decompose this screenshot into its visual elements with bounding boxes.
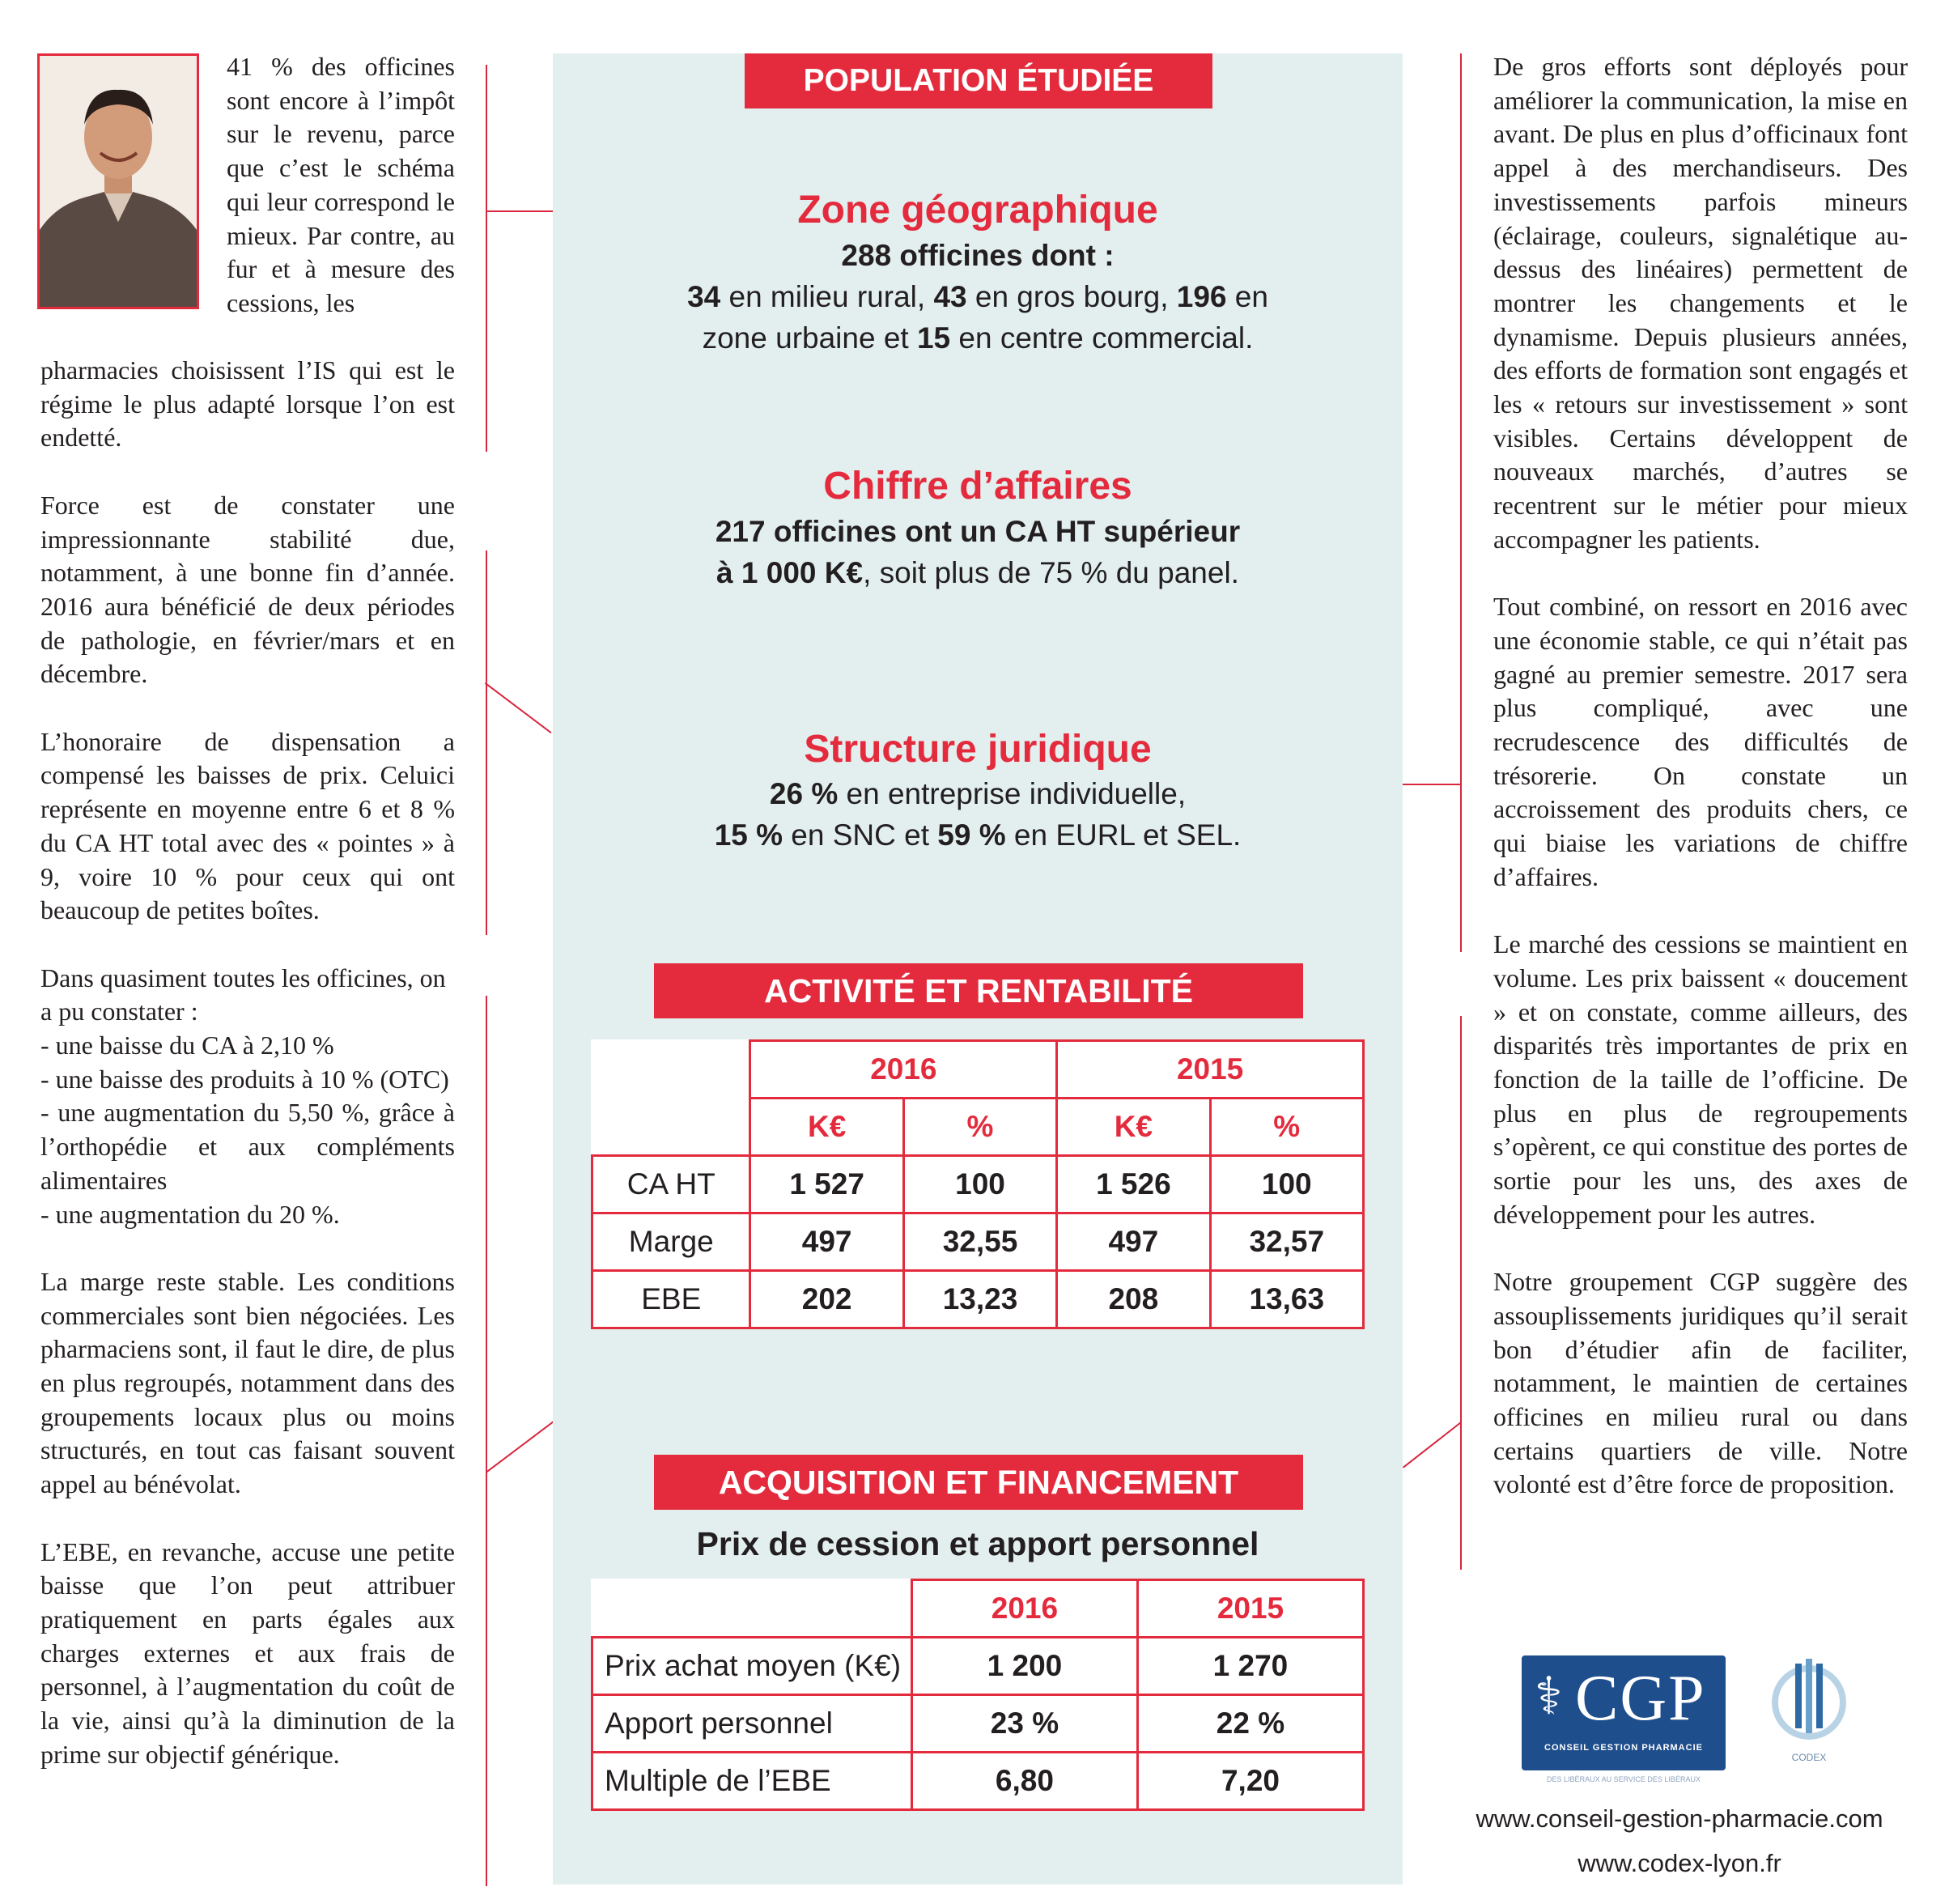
cgp-logo-tagline: DES LIBÉRAUX AU SERVICE DES LIBÉRAUX <box>1547 1775 1701 1783</box>
unit-header: K€ <box>1057 1099 1210 1156</box>
table-cell: 7,20 <box>1137 1753 1363 1810</box>
year-header: 2015 <box>1057 1041 1364 1099</box>
ca-bold: à 1 000 K€ <box>716 556 864 589</box>
s-t2: en SNC et <box>783 818 938 852</box>
left-divider-2 <box>486 550 487 935</box>
structure-title: Structure juridique <box>804 728 1152 771</box>
row-label: Multiple de l’EBE <box>592 1753 912 1810</box>
table-cell: 100 <box>903 1156 1056 1213</box>
url-codex[interactable]: www.codex-lyon.fr <box>1577 1849 1781 1877</box>
cgp-logo-subtitle: CONSEIL GESTION PHARMACIE <box>1544 1743 1703 1753</box>
zone-t2: en gros bourg, <box>966 280 1177 313</box>
right-paragraph-2: Tout combiné, on ressort en 2016 avec une économie stable, ce qui n’était pas gagné au premier semestre. 2017 sera plus compliqué, avec une recrudescence des difficultés de trésorerie. On constate un accroissement des produits chers, ce qui biaise les variations de chiffre d’affaires. <box>1493 592 1908 891</box>
codex-logo-text: CODEX <box>1791 1752 1827 1763</box>
row-label: Prix achat moyen (K€) <box>592 1638 912 1695</box>
zone-t4: zone urbaine et <box>702 321 917 355</box>
unit-header: K€ <box>750 1099 903 1156</box>
zone-subtitle: 288 officines dont : <box>841 239 1115 272</box>
unit-header: % <box>903 1099 1056 1156</box>
zone-n1: 34 <box>687 280 721 313</box>
table-cell: 1 270 <box>1137 1638 1363 1695</box>
left-connector-1 <box>486 210 553 212</box>
codex-emblem-icon <box>1764 1655 1853 1753</box>
financing-table <box>591 1579 1365 1811</box>
left-intro-cont: pharmacies choisissent l’IS qui est le régime le plus adapté lorsque l’on est endetté. <box>40 355 455 453</box>
table-row <box>592 1041 1364 1099</box>
left-divider-1 <box>486 65 487 452</box>
s-n1: 26 % <box>769 777 839 810</box>
activity-table <box>591 1039 1365 1329</box>
ca-line-1: 217 officines ont un CA HT supérieur <box>715 515 1241 548</box>
table-cell: 202 <box>750 1271 903 1328</box>
table-cell: 497 <box>1057 1213 1210 1271</box>
year-header: 2016 <box>911 1580 1137 1638</box>
unit-header: % <box>1210 1099 1364 1156</box>
right-column <box>1493 50 1908 1502</box>
year-header: 2016 <box>750 1041 1057 1099</box>
structure-line-2 <box>553 814 1403 856</box>
right-paragraph-4: Notre groupement CGP suggère des assouplissements juridiques qu’il serait bon d’étudier afin de faciliter, notamment, le maintien de certaines officines en milieu rural ou dans certains quartiers de ville. Notre volonté est d’être force de proposition. <box>1493 1267 1908 1499</box>
row-label: Marge <box>592 1213 750 1271</box>
banner-population: POPULATION ÉTUDIÉE <box>745 53 1212 108</box>
caduceus-icon: ⚕ <box>1535 1667 1563 1725</box>
cgp-logo-text: CGP <box>1575 1663 1706 1734</box>
right-divider-1 <box>1460 53 1462 952</box>
table-cell: 23 % <box>911 1695 1137 1753</box>
table-row <box>592 1695 1364 1753</box>
s-n3: 59 % <box>937 818 1006 852</box>
table-cell: 6,80 <box>911 1753 1137 1810</box>
s-n2: 15 % <box>714 818 783 852</box>
zone-t5: en centre commercial. <box>950 321 1254 355</box>
cgp-logo <box>1522 1655 1726 1783</box>
table-row <box>592 1638 1364 1695</box>
table-row <box>592 1156 1364 1213</box>
right-paragraph-1: De gros efforts sont déployés pour améliorer la communication, la mise en avant. De plus en plus d’officinaux font appel à des merchandiseurs. Des investissements parfois mineurs (éclairage, couleurs, signalétique au-dessus des linéaires) permettent de montrer les changements et le dynamisme. Depuis plusieurs années, des efforts de formation sont engagés et les « retours sur investissement » sont visibles. Certains développent de nouveaux marchés, d’autres se recentrent sur le métier pour mieux accompagner les patients. <box>1493 52 1908 554</box>
table-cell: 13,23 <box>903 1271 1056 1328</box>
zone-title: Zone géographique <box>797 189 1158 232</box>
table-cell: 497 <box>750 1213 903 1271</box>
zone-t3: en <box>1226 280 1268 313</box>
left-intro-text: 41 % des officines sont encore à l’impôt sur le revenu, parce que c’est le schéma qui leur correspond le mieux. Par contre, au fur et à mesure des cessions, les <box>227 52 455 317</box>
table-empty-cell <box>592 1580 912 1638</box>
left-paragraph-4: Dans quasiment toutes les officines, on a pu constater : <box>40 963 446 1026</box>
row-label: CA HT <box>592 1156 750 1213</box>
left-paragraph-2: Force est de constater une impressionnante stabilité due, notamment, à une bonne fin d’année. 2016 aura bénéficié de deux périodes de pathologie, en février/mars et en décembre. <box>40 490 455 689</box>
table-cell: 13,63 <box>1210 1271 1364 1328</box>
left-list-item: - une baisse du CA à 2,10 % <box>40 1031 334 1060</box>
banner-activite: ACTIVITÉ ET RENTABILITÉ <box>654 963 1303 1018</box>
right-connector-1 <box>1403 784 1461 785</box>
table-cell: 100 <box>1210 1156 1364 1213</box>
left-divider-3 <box>486 996 487 1886</box>
left-paragraph-5: La marge reste stable. Les conditions commerciales sont bien négociées. Les pharmaciens sont, il faut le dire, de plus en plus regroupés, notamment dans des groupements locaux plus ou moins structurés, en tout cas faisant souvent appel au bénévolat. <box>40 1266 455 1499</box>
s-t1: en entreprise individuelle, <box>838 777 1187 810</box>
zone-line-1 <box>553 276 1403 317</box>
table-cell: 208 <box>1057 1271 1210 1328</box>
zone-n4: 15 <box>916 321 951 355</box>
table-empty-cell <box>592 1041 750 1099</box>
zone-line-2 <box>553 317 1403 359</box>
ca-line-2 <box>553 552 1403 593</box>
right-divider-2 <box>1460 1016 1462 1570</box>
table-cell: 1 200 <box>911 1638 1137 1695</box>
right-connector-2 <box>1403 1422 1461 1468</box>
row-label: Apport personnel <box>592 1695 912 1753</box>
s-t3: en EURL et SEL. <box>1005 818 1242 852</box>
ca-title: Chiffre d’affaires <box>823 465 1132 508</box>
zone-t1: en milieu rural, <box>720 280 934 313</box>
table-cell: 22 % <box>1137 1695 1363 1753</box>
table-row <box>592 1753 1364 1810</box>
left-connector-2 <box>485 682 552 733</box>
banner-acquisition: ACQUISITION ET FINANCEMENT <box>654 1455 1303 1510</box>
left-paragraph-6: L’EBE, en revanche, accuse une petite baisse que l’on peut attribuer pratiquement en parts égales aux charges externes et aux frais de personnel, à l’augmentation du coût de la vie, ainsi qu’à la diminution de la prime sur objectif générique. <box>40 1536 455 1769</box>
table-cell: 32,55 <box>903 1213 1056 1271</box>
right-paragraph-3: Le marché des cessions se maintient en volume. Les prix baissent « doucement » et on constate, comme ailleurs, des disparités très importantes de prix en fonction de la taille de l’officine. De plus en plus de regroupements s’opèrent, ce qui constitue des portes de sortie pour les uns, des axes de développement pour les autres. <box>1493 929 1908 1229</box>
codex-logo <box>1764 1655 1853 1777</box>
table-cell: 1 526 <box>1057 1156 1210 1213</box>
year-header: 2015 <box>1137 1580 1363 1638</box>
left-list-item: - une baisse des produits à 10 % (OTC) <box>40 1064 449 1094</box>
left-column <box>40 354 455 1771</box>
table-cell: 32,57 <box>1210 1213 1364 1271</box>
left-intro <box>227 50 455 321</box>
table-row <box>592 1099 1364 1156</box>
table-row <box>592 1271 1364 1328</box>
left-connector-3 <box>486 1421 554 1473</box>
table2-title: Prix de cession et apport personnel <box>696 1525 1259 1562</box>
row-label: EBE <box>592 1271 750 1328</box>
table-row <box>592 1213 1364 1271</box>
table-row <box>592 1580 1364 1638</box>
left-list-item: - une augmentation du 5,50 %, grâce à l’orthopédie et aux compléments alimentaires <box>40 1098 455 1195</box>
author-photo <box>37 53 199 309</box>
left-list-item: - une augmentation du 20 %. <box>40 1199 340 1229</box>
ca-rest: , soit plus de 75 % du panel. <box>863 556 1239 589</box>
url-cgp[interactable]: www.conseil-gestion-pharmacie.com <box>1476 1804 1883 1833</box>
left-paragraph-3: L’honoraire de dispensation a compensé les baisses de prix. Celuici représente en moyenne entre 6 et 8 % du CA HT total avec des « pointes » à 9, voire 10 % pour ceux qui ont beaucoup de petites boîtes. <box>40 726 455 925</box>
zone-n3: 196 <box>1176 280 1227 313</box>
zone-n2: 43 <box>933 280 967 313</box>
table-cell: 1 527 <box>750 1156 903 1213</box>
table-empty-cell <box>592 1099 750 1156</box>
structure-line-1 <box>553 773 1403 814</box>
